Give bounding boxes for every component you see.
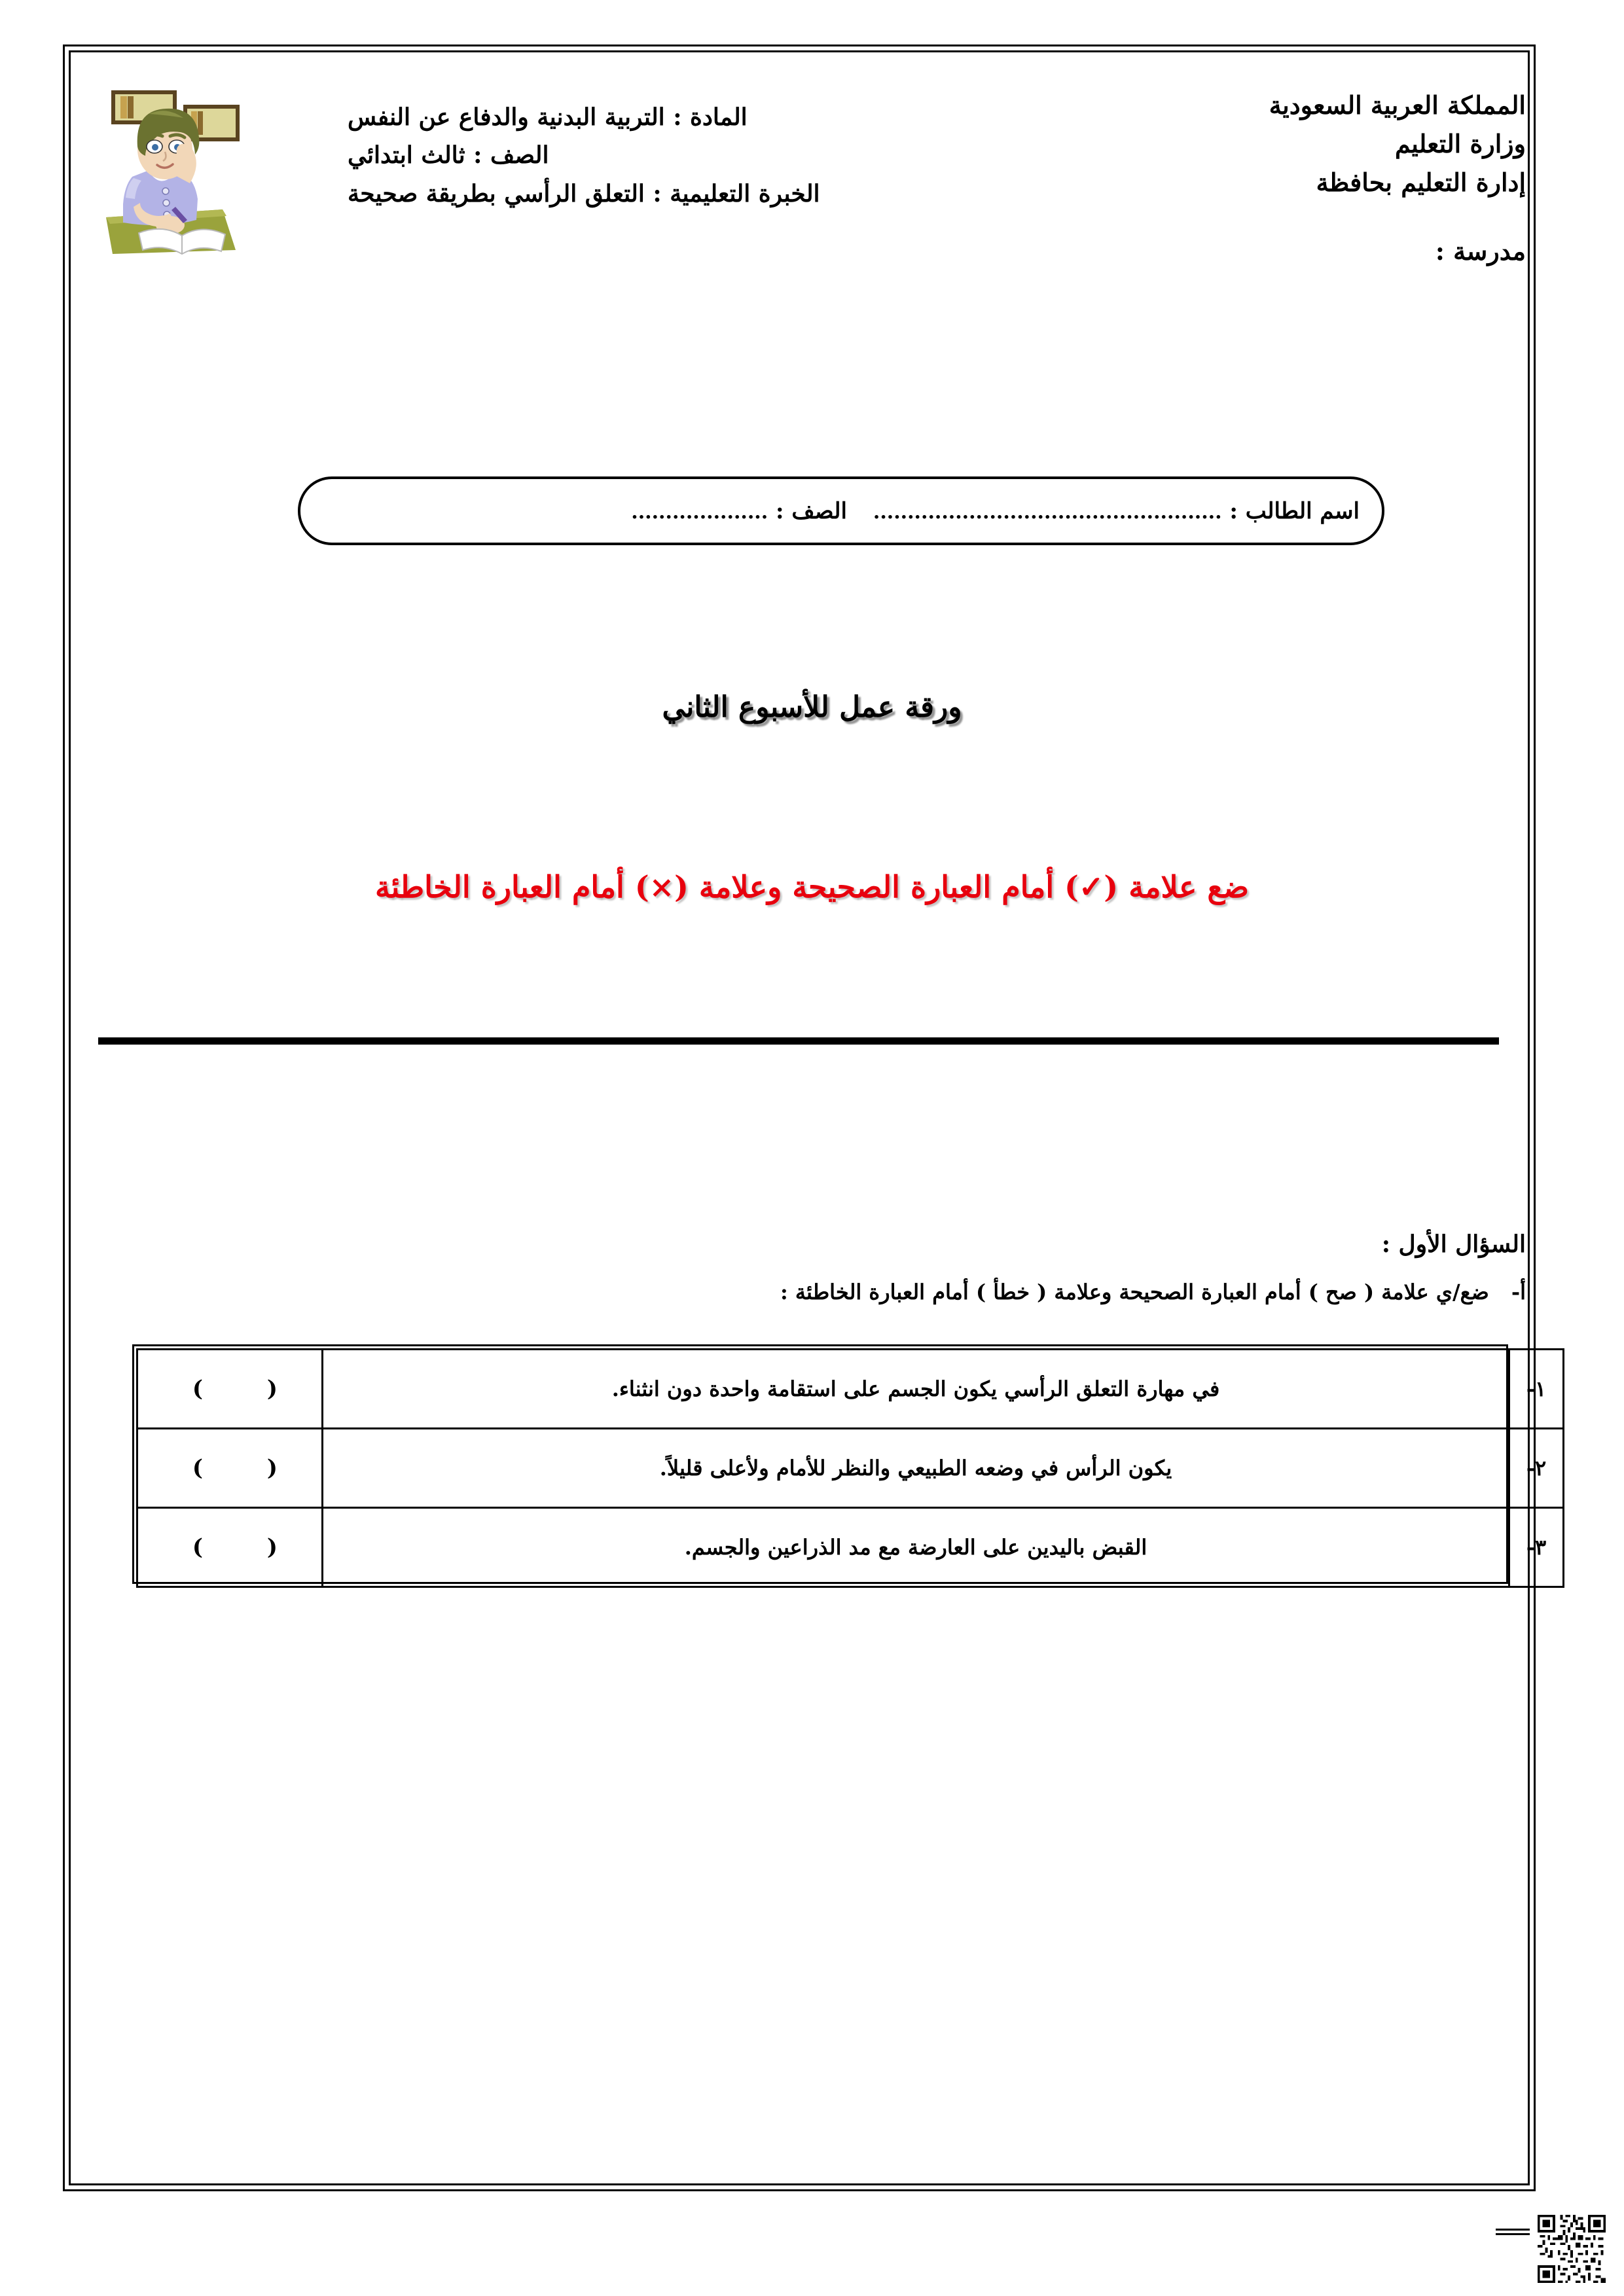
student-class-blank: ....................	[631, 500, 768, 524]
student-name-blank: ...................................................	[873, 500, 1222, 524]
country-line: المملكة العربية السعودية	[1269, 90, 1526, 120]
paren-open: (	[266, 1376, 279, 1402]
paren-open: (	[266, 1455, 279, 1481]
row-statement: يكون الرأس في وضعه الطبيعي والنظر للأمام ولأعلى قليلاً.	[323, 1429, 1509, 1508]
subject-header	[348, 98, 1002, 213]
row-answer-cell[interactable]	[137, 1508, 323, 1587]
school-label: مدرسة :	[1435, 236, 1526, 266]
true-false-table	[136, 1348, 1564, 1588]
student-studying-clipart	[92, 79, 255, 259]
row-statement: القبض باليدين على العارضة مع مد الذراعين والجسم.	[323, 1508, 1509, 1587]
section-divider	[98, 1037, 1499, 1045]
table-row	[137, 1429, 1564, 1508]
paren-close: )	[192, 1534, 204, 1560]
question-sub-marker: أ-	[1511, 1280, 1526, 1304]
instruction-text: ضع علامة (✓) أمام العبارة الصحيحة وعلامة (×) أمام العبارة الخاطئة	[375, 869, 1249, 905]
answer-parentheses[interactable]	[181, 1455, 279, 1481]
answer-parentheses[interactable]	[181, 1534, 279, 1560]
education-department-line: إدارة التعليم بحافظة	[1316, 167, 1526, 197]
question-one-instruction	[497, 1280, 1526, 1304]
subject-line: المادة : التربية البدنية والدفاع عن النفس	[348, 103, 748, 131]
row-number: ٢-	[1509, 1429, 1564, 1508]
page-title: ورقة عمل للأسبوع الثاني	[662, 691, 962, 724]
paren-open: (	[266, 1534, 279, 1560]
student-info-box	[298, 476, 1384, 545]
grade-line: الصف : ثالث ابتدائي	[348, 141, 549, 170]
page-border	[63, 45, 1536, 2191]
student-class-field[interactable]	[631, 498, 847, 524]
student-name-label: اسم الطالب :	[1229, 497, 1360, 524]
question-one-heading: السؤال الأول :	[1381, 1230, 1526, 1258]
learning-experience-line: الخبرة التعليمية : التعلق الرأسي بطريقة صحيحة	[348, 179, 820, 207]
qr-leader-line	[1496, 2229, 1530, 2231]
qr-code	[1535, 2212, 1608, 2286]
row-number: ٣-	[1509, 1508, 1564, 1587]
question-sub-text: ضع/ي علامة ( صح ) أمام العبارة الصحيحة وعلامة ( خطأ ) أمام العبارة الخاطئة :	[780, 1280, 1489, 1304]
answer-parentheses[interactable]	[181, 1376, 279, 1402]
row-number: ١-	[1509, 1350, 1564, 1429]
student-name-field[interactable]	[873, 498, 1360, 524]
table-row	[137, 1508, 1564, 1587]
row-statement: في مهارة التعلق الرأسي يكون الجسم على استقامة واحدة دون انثناء.	[323, 1350, 1509, 1429]
paren-close: )	[192, 1455, 204, 1481]
ministry-line: وزارة التعليم	[1394, 128, 1526, 158]
row-answer-cell[interactable]	[137, 1350, 323, 1429]
table-row	[137, 1350, 1564, 1429]
row-answer-cell[interactable]	[137, 1429, 323, 1508]
paren-close: )	[192, 1376, 204, 1402]
student-class-label: الصف :	[776, 497, 847, 524]
ministry-header	[1002, 86, 1526, 266]
